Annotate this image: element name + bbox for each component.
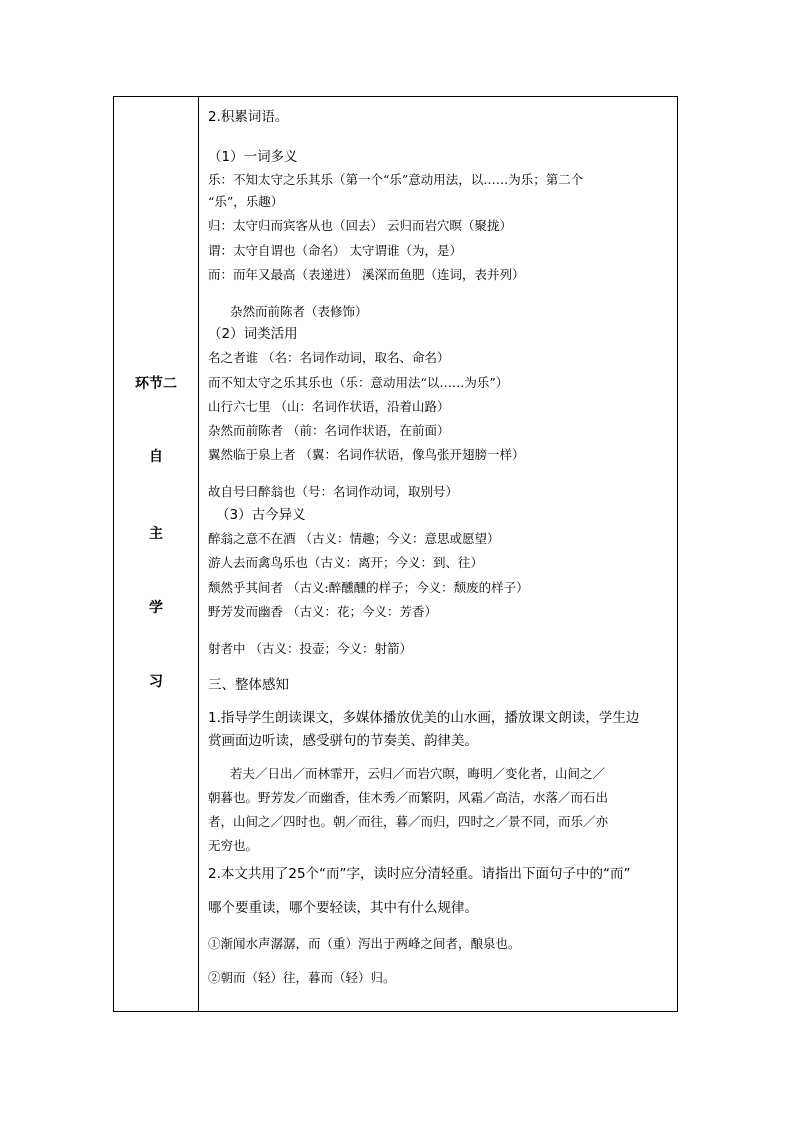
sec1-line: 乐：不知太守之乐其乐（第一个“乐”意动用法，以……为乐；第二个 [208, 172, 584, 187]
sec1-line: 杂然而前陈者（表修饰） [230, 304, 368, 319]
sec2-line: 而不知太守之乐其乐也（乐：意动用法“以……为乐”） [208, 375, 509, 390]
overall-title: 三、整体感知 [208, 677, 289, 693]
stage-char-3: 学 [149, 600, 163, 616]
sec2-line: 杂然而前陈者 （前：名词作状语，在前面） [208, 423, 450, 438]
content-column [200, 97, 677, 1011]
overall-item2-line: 哪个要重读，哪个要轻读，其中有什么规律。 [208, 900, 478, 916]
example-sentence: ②朝而（轻）往，暮而（轻）归。 [208, 970, 396, 985]
sec2-line: 翼然临于泉上者 （翼：名词作状语，像鸟张开翅膀一样） [208, 447, 525, 462]
sec2-line: 故自号曰醉翁也（号：名词作动词，取别号） [208, 484, 459, 499]
sec3-line: 醉翁之意不在酒 （古义：情趣；今义：意思或愿望） [208, 531, 500, 546]
overall-item2-line: 2.本文共用了25个“而”字，读时应分清轻重。请指出下面句子中的“而” [208, 866, 631, 882]
passage-line: 者，山间之／四时也。朝／而往，暮／而归，四时之／景不同，而乐／亦 [208, 814, 609, 829]
sec1-line: “乐”，乐趣） [208, 194, 284, 209]
sec2-title: （2）词类活用 [208, 326, 298, 342]
stage-label: 环节二 [135, 376, 177, 392]
sec2-line: 名之者谁 （名：名词作动词，取名、命名） [208, 350, 450, 365]
lesson-table [113, 96, 678, 1012]
sec2-line: 山行六七里 （山：名词作状语，沿着山路） [208, 399, 450, 414]
passage-line: 朝暮也。野芳发／而幽香，佳木秀／而繁阴，风霜／高洁，水落／而石出 [208, 790, 609, 805]
overall-item1-line: 1.指导学生朗读课文，多媒体播放优美的山水画，播放课文朗读，学生边 [208, 710, 640, 726]
sec3-title: （3）古今异义 [216, 507, 306, 523]
stage-char-2: 主 [149, 526, 163, 542]
sec1-line: 而：而年又最高（表递进） 溪深而鱼肥（连词，表并列） [208, 267, 525, 282]
stage-char-4: 习 [149, 674, 163, 690]
stage-column [114, 97, 199, 1011]
sec3-line: 野芳发而幽香 （古义：花；今义：芳香） [208, 604, 437, 619]
example-sentence: ①渐闻水声潺潺，而（重）泻出于两峰之间者，酿泉也。 [208, 936, 521, 951]
passage-line: 无穷也。 [208, 838, 259, 853]
stage-char-1: 自 [149, 449, 163, 465]
sec3-line: 射者中 （古义：投壶；今义：射箭） [208, 641, 412, 656]
sec1-title: （1）一词多义 [208, 149, 298, 165]
vocab-heading: 2.积累词语。 [208, 109, 289, 125]
sec1-line: 归：太守归而宾客从也（回去） 云归而岩穴暝（聚拢） [208, 218, 512, 233]
sec3-line: 游人去而禽鸟乐也（古义：离开；今义：到、往） [208, 555, 484, 570]
sec3-line: 颓然乎其间者 （古义:醉醺醺的样子；今义：颓废的样子） [208, 580, 529, 595]
passage-line: 若夫／日出／而林霏开，云归／而岩穴暝，晦明／变化者，山间之／ [230, 766, 606, 781]
sec1-line: 谓：太守自谓也（命名） 太守谓谁（为，是） [208, 243, 462, 258]
overall-item1-line: 赏画面边听读，感受骈句的节奏美、韵律美。 [208, 733, 478, 749]
